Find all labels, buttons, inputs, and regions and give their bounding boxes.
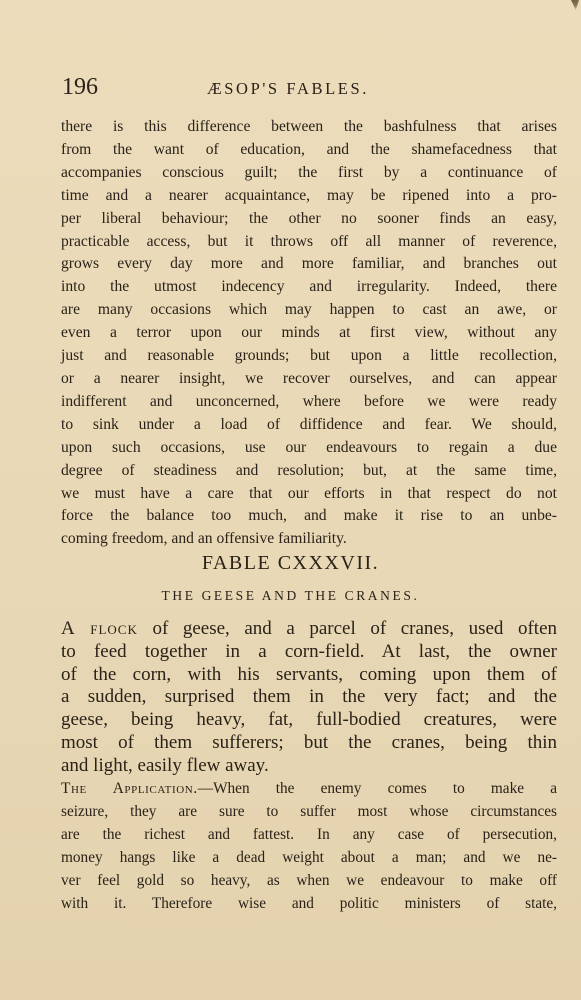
text-line: money hangs like a dead weight about a man; and we ne- — [61, 849, 557, 867]
text-line: force the balance too much, and make it rise to an unbe- — [61, 507, 557, 525]
text-line: grows every day more and more familiar, and branches out — [61, 255, 557, 273]
text-line: are many occasions which may happen to cast an awe, or — [61, 301, 557, 319]
paragraph-1 — [61, 116, 557, 551]
text-line: ver feel gold so heavy, as when we endeavour to make off — [61, 872, 557, 890]
text-line: most of them sufferers; but the cranes, being thin — [61, 731, 557, 753]
text-line: practicable access, but it throws off all manner of reverence, — [61, 232, 557, 250]
fable-lead-words: A flock — [61, 618, 138, 639]
text-line: degree of steadiness and resolution; but, at the same time, — [61, 461, 557, 479]
text-line: into the utmost indecency and irregularity. Indeed, there — [61, 278, 557, 296]
text-line: upon such occasions, use our endeavours to regain a due — [61, 438, 557, 456]
text-line — [61, 618, 557, 641]
page-corner-mark — [571, 0, 579, 10]
page-header — [62, 72, 562, 102]
text-line: geese, being heavy, fat, full-bodied creatures, were — [61, 709, 557, 731]
text-line: there is this difference between the bashfulness that arises — [61, 118, 557, 135]
application-first-line-rest: —When the enemy comes to make a — [197, 780, 557, 797]
application-text — [61, 777, 557, 916]
text-line: or a nearer insight, we recover ourselves, and can appear — [61, 369, 557, 387]
text-line: per liberal behaviour; the other no sooner finds an easy, — [61, 209, 557, 227]
fable-first-line-rest: of geese, and a parcel of cranes, used often — [137, 618, 557, 639]
text-line: indifferent and unconcerned, where before we were ready — [61, 392, 557, 410]
text-line: just and reasonable grounds; but upon a little recollection, — [61, 347, 557, 365]
application-heading: The Application. — [61, 780, 198, 797]
page-number: 196 — [62, 74, 98, 100]
text-line: from the want of education, and the shamefacedness that — [61, 140, 557, 158]
text-line: with it. Therefore wise and politic ministers of state, — [61, 895, 557, 913]
text-line — [61, 777, 557, 800]
text-line: seizure, they are sure to suffer most whose circumstances — [61, 803, 557, 821]
fable-subtitle: THE GEESE AND THE CRANES. — [161, 588, 420, 603]
text-line: and light, easily flew away. — [61, 754, 269, 776]
text-line: a sudden, surprised them in the very fact; and the — [61, 686, 557, 708]
text-line: to feed together in a corn-field. At last, the owner — [61, 640, 557, 662]
text-line: time and a nearer acquaintance, may be ripened into a pro- — [61, 186, 557, 204]
text-line: even a terror upon our minds at first view, without any — [61, 324, 557, 342]
running-title: ÆSOP'S FABLES. — [207, 79, 369, 98]
text-line: are the richest and fattest. In any case of persecution, — [61, 826, 557, 844]
text-line: we must have a care that our efforts in that respect do not — [61, 484, 557, 502]
text-line: of the corn, with his servants, coming upon them of — [61, 663, 557, 685]
text-line: coming freedom, and an offensive familiarity. — [61, 530, 347, 548]
text-line: to sink under a load of diffidence and fear. We should, — [61, 415, 557, 433]
text-line: accompanies conscious guilt; the first by a continuance of — [61, 163, 557, 181]
fable-title: FABLE CXXXVII. — [201, 552, 380, 574]
fable-text — [61, 618, 557, 778]
